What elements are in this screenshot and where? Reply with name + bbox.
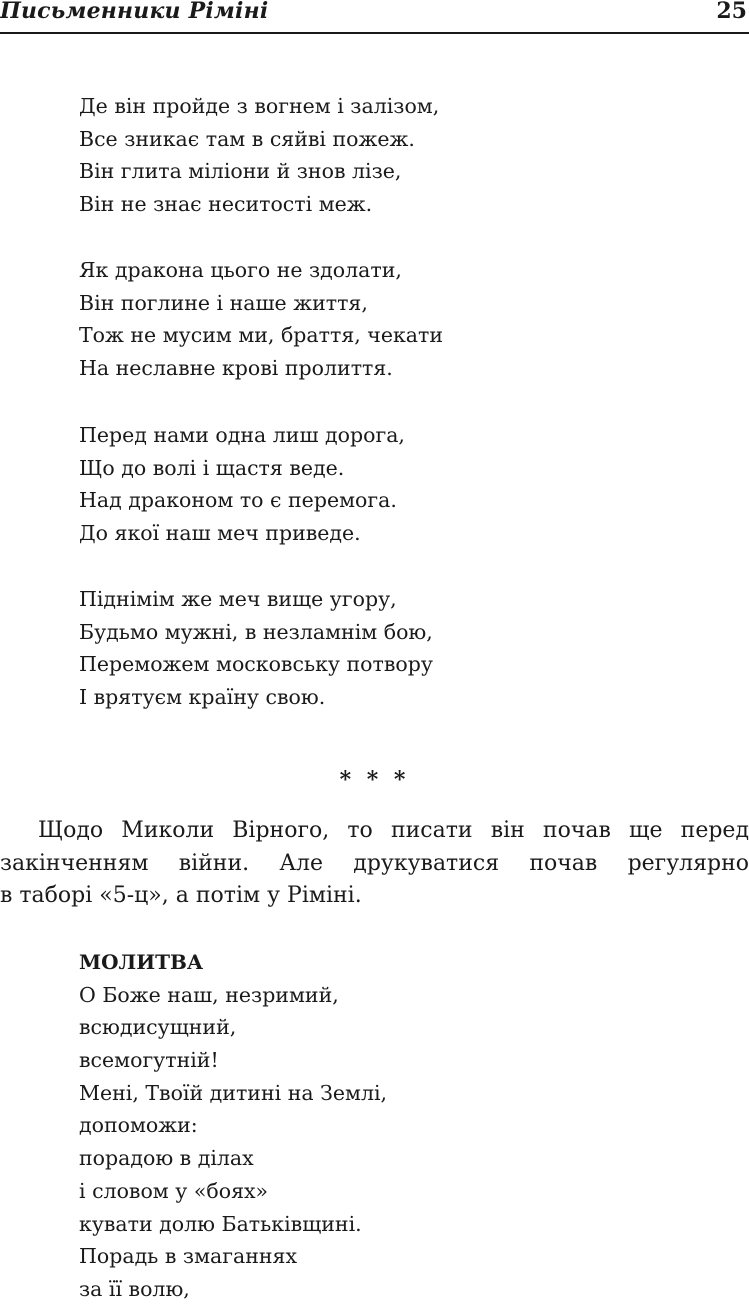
poem-line: Як дракона цього не здолати, <box>79 258 402 282</box>
poem-line: О Боже наш, незримий, <box>79 982 339 1007</box>
poem-line: Все зникає там в сяйві пожеж. <box>79 126 415 151</box>
section-separator: * * * <box>339 767 410 793</box>
poem-line: До якої наш меч приведе. <box>79 521 361 546</box>
poem-line: Тож не мусим ми, браття, чекати <box>79 323 444 348</box>
poem-line: Він глита міліони й знов лізе, <box>79 159 402 184</box>
poem-line: всемогутній! <box>79 1048 219 1073</box>
poem-line: Піднімім же меч вище угору, <box>79 587 397 611</box>
poem-line: Над драконом то є перемога. <box>79 488 397 513</box>
page-header <box>0 0 749 34</box>
poem-stanza <box>79 419 405 550</box>
running-title: Письменники Ріміні <box>0 0 269 24</box>
poem-stanza <box>79 90 439 221</box>
page-number: 25 <box>716 0 747 24</box>
poem-stanza <box>79 254 443 385</box>
poem-stanza <box>79 583 433 714</box>
poem-line: Що до волі і щастя веде. <box>79 455 345 480</box>
poem-line: Він поглине і наше життя, <box>79 290 368 315</box>
poem-line: допоможи: <box>79 1113 198 1138</box>
prose-paragraph <box>0 815 749 913</box>
paragraph-line: Щодо Миколи Вірного, то писати він почав ще перед <box>38 818 749 843</box>
poem-line: Переможем московську потвору <box>79 652 433 677</box>
poem-line: Мені, Твоїй дитині на Землі, <box>79 1080 388 1105</box>
poem-line: кувати долю Батьківщині. <box>79 1211 362 1236</box>
poem-line: Де він пройде з вогнем і залізом, <box>79 94 440 118</box>
prayer-poem <box>79 946 387 1306</box>
poem-line: за її волю, <box>79 1276 190 1301</box>
poem-line: Будьмо мужні, в незламнім бою, <box>79 619 433 644</box>
poem-line: Він не знає неситості меж. <box>79 192 373 217</box>
poem-line: На неславне крові пролиття. <box>79 356 393 381</box>
paragraph-line: закінченням війни. Але друкуватися почав регулярно <box>0 850 749 876</box>
prayer-title: МОЛИТВА <box>79 950 204 974</box>
paragraph-line: в таборі «5-ц», а потім у Ріміні. <box>0 883 362 908</box>
poem-line: Порадь в змаганнях <box>79 1244 298 1269</box>
poem-line: Перед нами одна лиш дорога, <box>79 423 405 447</box>
poem-line: всюдисущний, <box>79 1015 237 1040</box>
poem-line: порадою в ділах <box>79 1146 254 1171</box>
poem-line: І врятуєм країну свою. <box>79 685 326 710</box>
poem-line: і словом у «боях» <box>79 1178 269 1203</box>
